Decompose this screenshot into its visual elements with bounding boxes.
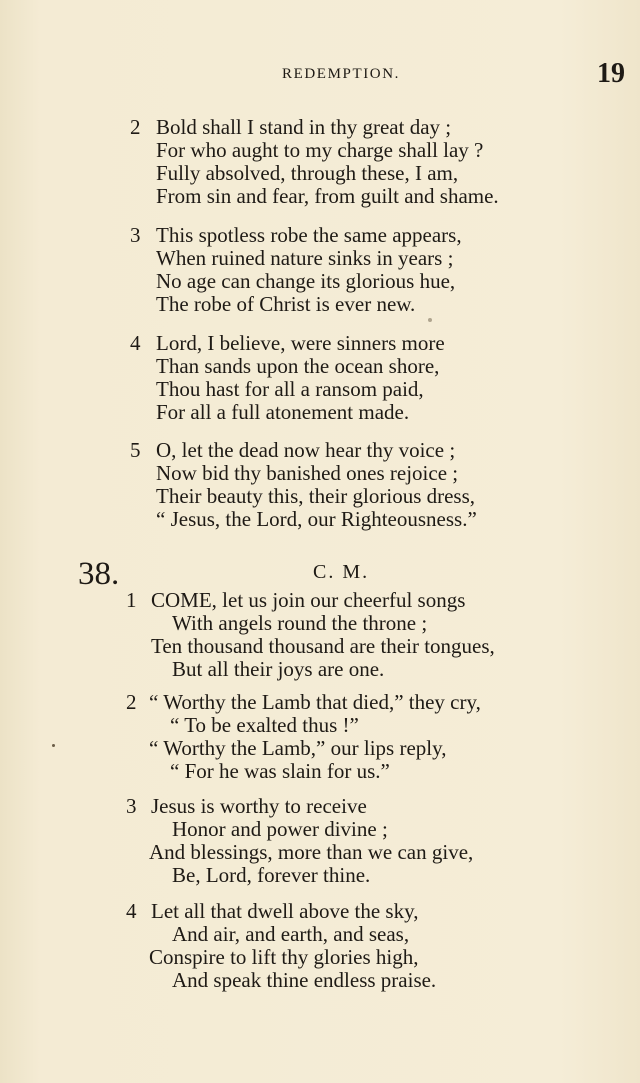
verse-line: Fully absolved, through these, I am, xyxy=(156,161,459,185)
verse-number: 5 xyxy=(130,438,141,462)
verse-line: No age can change its glorious hue, xyxy=(156,269,456,293)
verse-line: This spotless robe the same appears, xyxy=(156,223,462,247)
verse-line: Bold shall I stand in thy great day ; xyxy=(156,115,452,139)
verse-line: Ten thousand thousand are their tongues, xyxy=(151,634,495,658)
verse-line: Than sands upon the ocean shore, xyxy=(156,354,440,378)
verse-line: COME, let us join our cheerful songs xyxy=(151,588,466,612)
verse-line: Their beauty this, their glorious dress, xyxy=(156,484,476,508)
verse-number: 2 xyxy=(130,115,141,139)
verse-line: When ruined nature sinks in years ; xyxy=(156,246,454,270)
verse-line: And blessings, more than we can give, xyxy=(149,840,474,864)
verse-number: 4 xyxy=(126,899,137,923)
running-title: REDEMPTION. xyxy=(282,66,401,82)
verse-line: Jesus is worthy to receive xyxy=(151,794,367,818)
verse-line: And air, and earth, and seas, xyxy=(172,922,410,946)
verse-line: From sin and fear, from guilt and shame. xyxy=(156,184,499,208)
verse-line: The robe of Christ is ever new. xyxy=(156,292,416,316)
verse-line: Lord, I believe, were sinners more xyxy=(156,331,445,355)
verse-number: 3 xyxy=(126,794,137,818)
verse-line: “ For he was slain for us.” xyxy=(170,759,390,783)
verse-number: 2 xyxy=(126,690,137,714)
verse-line: “ To be exalted thus !” xyxy=(170,713,359,737)
verse-line: With angels round the throne ; xyxy=(172,611,428,635)
verse-number: 3 xyxy=(130,223,141,247)
verse-line: For all a full atonement made. xyxy=(156,400,410,424)
verse-line: “ Jesus, the Lord, our Righteousness.” xyxy=(156,507,477,531)
verse-line: Be, Lord, forever thine. xyxy=(172,863,371,887)
verse-number: 1 xyxy=(126,588,137,612)
verse-line: “ Worthy the Lamb,” our lips reply, xyxy=(149,736,447,760)
verse-line: But all their joys are one. xyxy=(172,657,385,681)
verse-line: And speak thine endless praise. xyxy=(172,968,437,992)
paper-speck xyxy=(52,744,55,747)
paper-speck xyxy=(428,318,432,322)
verse-line: O, let the dead now hear thy voice ; xyxy=(156,438,456,462)
verse-line: “ Worthy the Lamb that died,” they cry, xyxy=(149,690,481,714)
hymn-meter: C. M. xyxy=(313,561,370,583)
verse-line: Now bid thy banished ones rejoice ; xyxy=(156,461,459,485)
verse-line: Thou hast for all a ransom paid, xyxy=(156,377,424,401)
verse-line: Honor and power divine ; xyxy=(172,817,388,841)
verse-number: 4 xyxy=(130,331,141,355)
verse-line: For who aught to my charge shall lay ? xyxy=(156,138,484,162)
hymn-number: 38. xyxy=(78,556,120,592)
verse-line: Let all that dwell above the sky, xyxy=(151,899,419,923)
verse-line: Conspire to lift thy glories high, xyxy=(149,945,419,969)
page-number: 19 xyxy=(597,58,625,89)
